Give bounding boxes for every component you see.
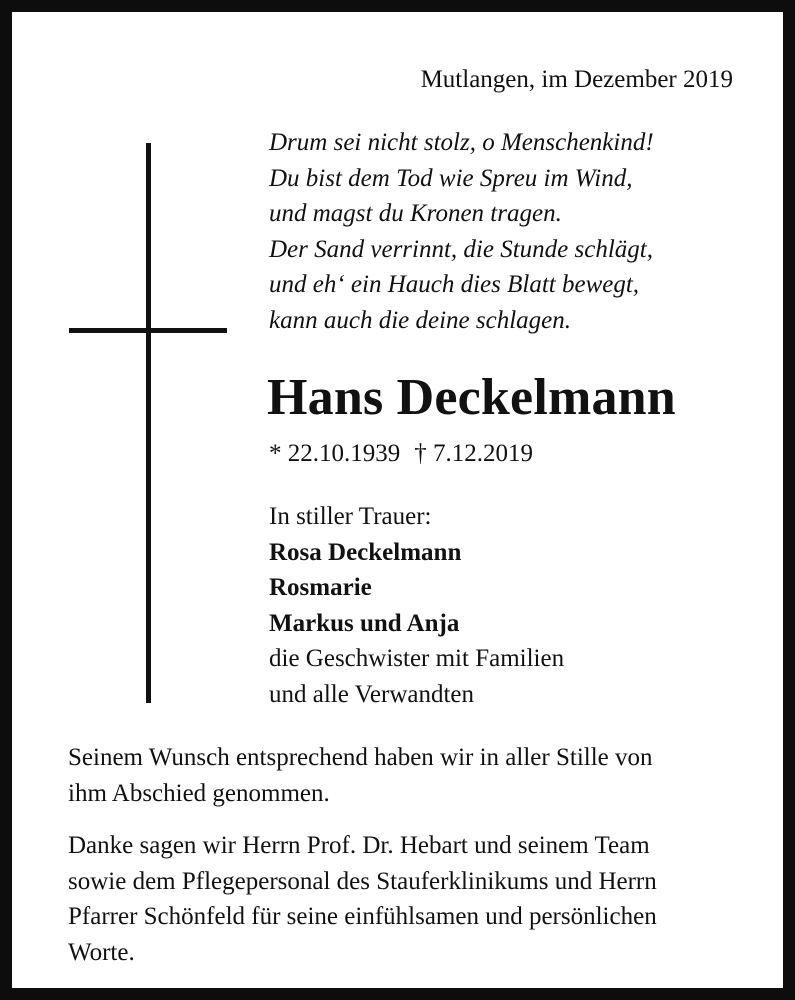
birth-date: * 22.10.1939 (269, 440, 401, 467)
poem-line: und eh‘ ein Hauch dies Blatt bewegt, (269, 271, 640, 298)
paragraph-line: Danke sagen wir Herrn Prof. Dr. Hebart und seinem Team (68, 832, 650, 859)
poem-line: kann auch die deine schlagen. (269, 306, 571, 334)
deceased-name: Hans Deckelmann (267, 369, 676, 426)
mourners-block (269, 499, 564, 712)
paragraph-line: Seinem Wunsch entsprechend haben wir in aller Stille von (68, 744, 653, 771)
poem-line: Drum sei nicht stolz, o Menschenkind! (269, 129, 654, 156)
cross-horizontal-bar (69, 328, 227, 333)
place-date: Mutlangen, im Dezember 2019 (420, 66, 733, 93)
paragraph-line: Worte. (68, 938, 135, 966)
death-date: † 7.12.2019 (414, 440, 533, 467)
thanks-paragraph (68, 828, 758, 970)
mourner-name: Rosmarie (269, 574, 372, 601)
paragraph-line: Pfarrer Schönfeld für seine einfühlsamen und persönlichen (68, 903, 657, 930)
mourner-name: Markus und Anja (269, 609, 460, 637)
poem-line: Du bist dem Tod wie Spreu im Wind, (269, 164, 633, 192)
poem-line: und magst du Kronen tragen. (269, 200, 562, 227)
mourners-intro: In stiller Trauer: (269, 503, 432, 530)
poem-line: Der Sand verrinnt, die Stunde schlägt, (269, 235, 653, 263)
poem (269, 125, 654, 338)
paragraph-line: ihm Abschied genommen. (68, 779, 330, 807)
life-dates (269, 440, 533, 468)
mourner-others: die Geschwister mit Familien (269, 645, 565, 672)
wish-paragraph (68, 740, 758, 811)
paragraph-line: sowie dem Pflegepersonal des Stauferklinikums und Herrn (68, 867, 657, 895)
mourner-others: und alle Verwandten (269, 680, 475, 708)
cross-vertical-bar (146, 143, 151, 703)
mourner-name: Rosa Deckelmann (269, 538, 462, 566)
